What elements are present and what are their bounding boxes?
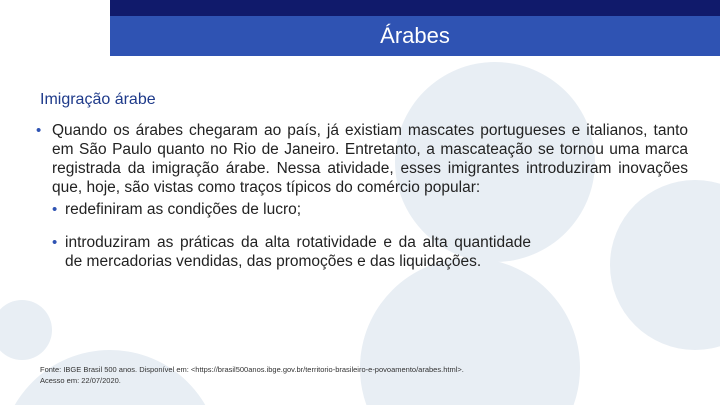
source-citation bbox=[40, 364, 464, 386]
page-title: Árabes bbox=[110, 16, 720, 56]
sub-item-text: introduziram as práticas da alta rotatividade e da alta quantidade de mercadorias vendidas, das promoções e das liquidações. bbox=[65, 234, 531, 270]
decorative-circle bbox=[0, 300, 52, 360]
paragraph-text: Quando os árabes chegaram ao país, já existiam mascates portugueses e italianos, tanto em São Paulo quanto no Rio de Janeiro. Entretanto, a mascateação se tornou uma marca registrada da imigração árabe. Nessa atividade, esses imigrantes introduziram inovações que, hoje, são vistas como traços típicos do comércio popular: bbox=[52, 122, 688, 196]
sub-list-item bbox=[52, 200, 688, 219]
section-subtitle: Imigração árabe bbox=[40, 91, 156, 108]
main-content bbox=[36, 121, 688, 271]
sub-item-text: redefiniram as condições de lucro; bbox=[65, 201, 302, 218]
sub-list-item bbox=[52, 233, 531, 271]
bullet-icon: • bbox=[52, 234, 58, 251]
source-line: Fonte: IBGE Brasil 500 anos. Disponível em: <https://brasil500anos.ibge.gov.br/territorio-brasileiro-e-povoamento/arabes.html>. bbox=[40, 365, 464, 374]
list-item bbox=[36, 121, 688, 197]
source-line: Acesso em: 22/07/2020. bbox=[40, 376, 121, 385]
bullet-icon: • bbox=[36, 122, 42, 139]
bullet-icon: • bbox=[52, 201, 58, 218]
header-bar bbox=[110, 0, 720, 16]
